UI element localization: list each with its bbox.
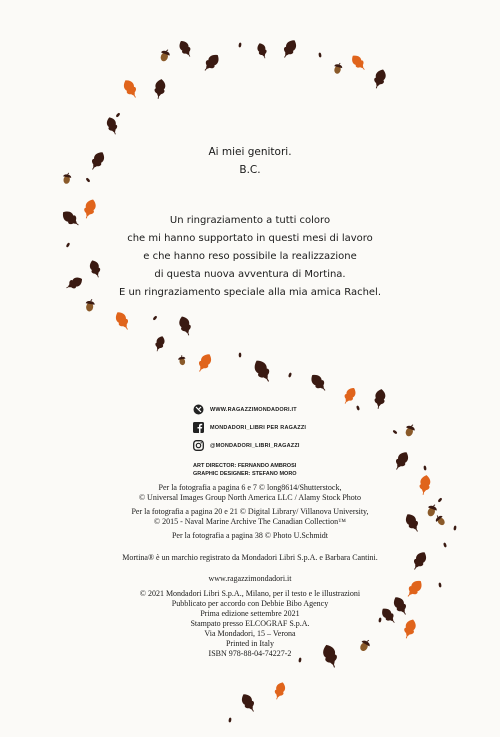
- dark-leaf-icon: [239, 692, 258, 714]
- seed-icon: [115, 112, 120, 117]
- instagram-link[interactable]: [193, 440, 300, 451]
- trademark-notice: [0, 553, 500, 563]
- dark-leaf-icon: [256, 42, 269, 60]
- copyright-line: Prima edizione settembre 2021: [200, 609, 300, 618]
- website-label: WWW.RAGAZZIMONDADORI.IT: [210, 406, 297, 413]
- copyright-line: ISBN 978-88-04-74227-2: [208, 649, 292, 658]
- dedication: [0, 143, 500, 179]
- dark-leaf-icon: [280, 38, 299, 60]
- seed-icon: [239, 353, 242, 358]
- copyright-line: Printed in Italy: [226, 639, 274, 648]
- orange-leaf-icon: [341, 386, 358, 406]
- copyright-line: © 2021 Mondadori Libri S.p.A., Milano, per il testo e le illustrazioni: [139, 589, 361, 598]
- graphic-designer: GRAPHIC DESIGNER: STEFANO MORO: [193, 471, 297, 477]
- instagram-label: @MONDADORI_LIBRI_RAGAZZI: [210, 442, 300, 449]
- orange-leaf-icon: [349, 53, 368, 73]
- dark-leaf-icon: [105, 116, 120, 136]
- dark-leaf-icon: [201, 52, 222, 74]
- photo-credit-1: [0, 483, 500, 503]
- dark-leaf-icon: [177, 315, 193, 337]
- acknowledgement-line: Un ringraziamento a tutti coloro: [169, 215, 331, 226]
- dark-leaf-icon: [372, 68, 388, 90]
- seed-icon: [288, 372, 292, 377]
- acknowledgement-line: che mi hanno supportato in questi mesi di lavoro: [127, 233, 373, 244]
- trademark-text: Mortina® è un marchio registrato da Mondadori Libri S.p.A. e Barbara Cantini.: [122, 553, 378, 562]
- acknowledgements: [0, 212, 500, 302]
- dark-leaf-icon: [153, 78, 166, 99]
- acknowledgement-line: di questa nuova avventura di Mortina.: [154, 269, 346, 280]
- art-director: ART DIRECTOR: FERNANDO AMBROSI: [193, 463, 297, 469]
- acorn-icon: [404, 423, 417, 438]
- orange-leaf-icon: [272, 681, 287, 701]
- copyright-line: Pubblicato per accordo con Debbie Bibo Agency: [171, 599, 329, 608]
- copyright-block: [0, 589, 500, 659]
- acorn-icon: [159, 48, 172, 63]
- facebook-icon: [193, 422, 204, 433]
- photo-credit-2: [0, 507, 500, 527]
- seed-icon: [356, 405, 360, 410]
- photo-credit-3: [0, 531, 500, 541]
- dark-leaf-icon: [153, 335, 166, 353]
- seed-icon: [228, 717, 231, 722]
- copyright-line: Stampato presso ELCOGRAF S.p.A.: [190, 619, 310, 628]
- photo-credit-line: © Universal Images Group North America LLC / Alamy Stock Photo: [138, 493, 362, 502]
- copyright-line: Via Mondadori, 15 – Verona: [204, 629, 296, 638]
- orange-leaf-icon: [113, 310, 132, 332]
- dark-leaf-icon: [308, 372, 329, 394]
- dark-leaf-icon: [392, 450, 411, 472]
- photo-credit-line: Per la fotografia a pagina 38 © Photo U.Schmidt: [171, 531, 329, 540]
- web-icon: [193, 404, 204, 415]
- acorn-icon: [178, 355, 187, 366]
- orange-leaf-icon: [195, 352, 214, 374]
- seed-icon: [318, 52, 321, 57]
- instagram-icon: [193, 440, 204, 451]
- facebook-link[interactable]: [193, 422, 306, 433]
- dark-leaf-icon: [373, 388, 386, 409]
- acknowledgement-line: E un ringraziamento speciale alla mia amica Rachel.: [118, 287, 382, 298]
- photo-credit-line: Per la fotografia a pagina 6 e 7 © long8614/Shutterstock,: [158, 483, 342, 492]
- acknowledgement-line: e che hanno reso possibile la realizzazione: [143, 251, 357, 262]
- staff-credits: [193, 462, 297, 478]
- publisher-url-text: www.ragazzimondadori.it: [208, 574, 292, 583]
- seed-icon: [238, 42, 241, 47]
- dark-leaf-icon: [251, 358, 273, 385]
- seed-icon: [443, 542, 447, 547]
- seed-icon: [423, 465, 426, 470]
- facebook-label: MONDADORI_LIBRI PER RAGAZZI: [210, 424, 307, 431]
- seed-icon: [392, 429, 397, 434]
- dedication-line: Ai miei genitori.: [208, 146, 292, 158]
- dedication-signature: B.C.: [239, 164, 261, 176]
- website-link[interactable]: [193, 404, 297, 415]
- orange-leaf-icon: [121, 78, 140, 100]
- dark-leaf-icon: [177, 39, 194, 59]
- publisher-url[interactable]: [0, 574, 500, 584]
- photo-credit-line: Per la fotografia a pagina 20 e 21 © Digital Library/ Villanova University,: [131, 507, 369, 516]
- photo-credit-line: © 2015 - Naval Marine Archive The Canadian Collection™: [154, 517, 346, 526]
- acorn-icon: [333, 62, 344, 75]
- seed-icon: [152, 315, 157, 320]
